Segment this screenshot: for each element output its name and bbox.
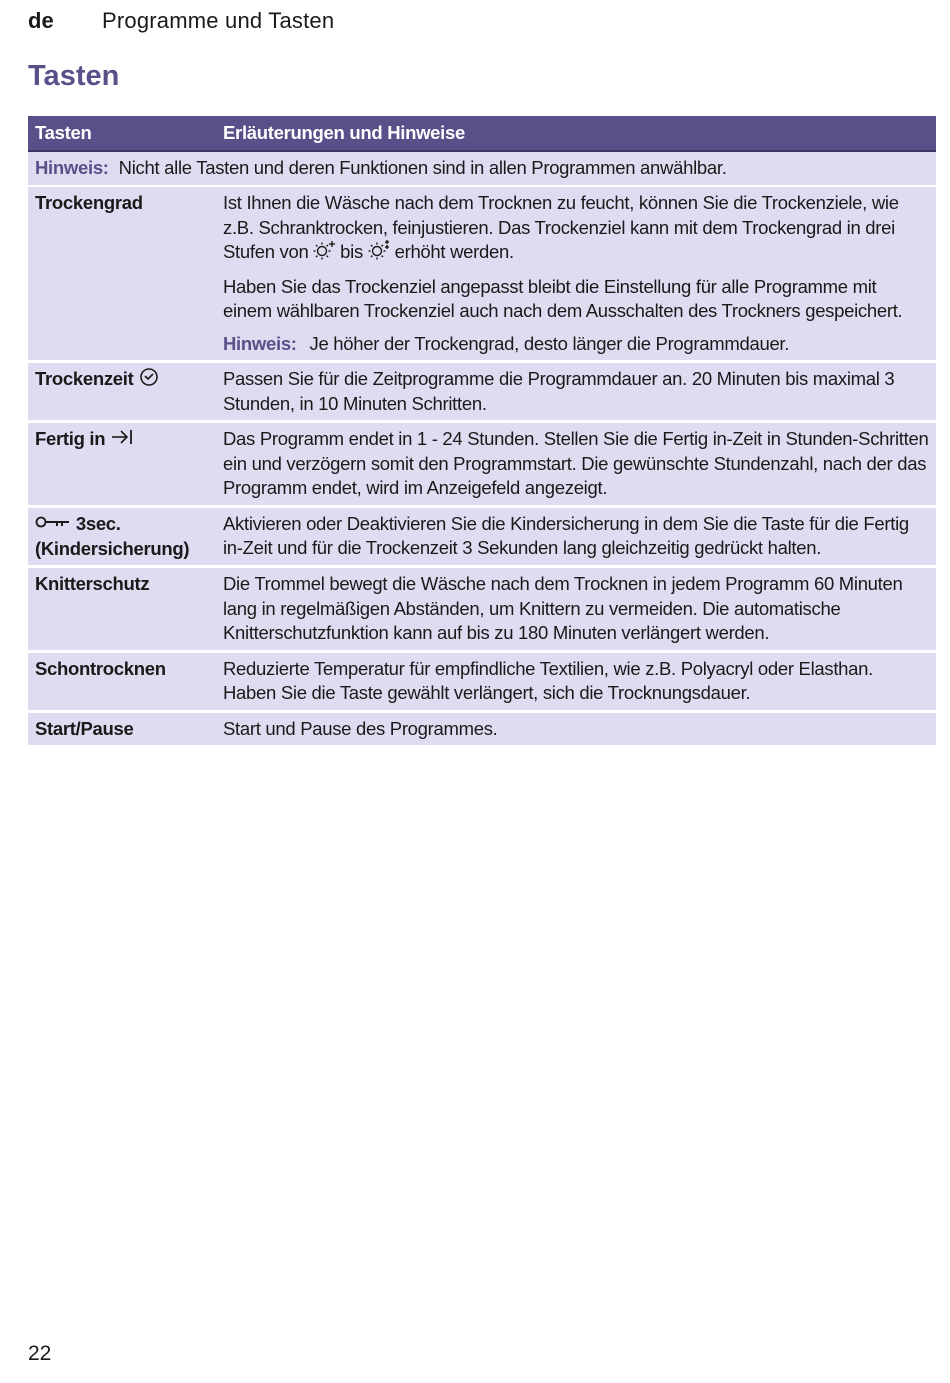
row-desc-kindersicherung: Aktivieren oder Deaktivieren Sie die Kindersicherung in dem Sie die Taste für die Fertig in-Zeit und für die Trockenzeit 3 Sekunden lang gleichzeitig gedrückt halten.	[223, 512, 909, 558]
table-row	[28, 568, 936, 653]
table-row	[28, 713, 936, 749]
row-desc-knitterschutz: Die Trommel bewegt die Wäsche nach dem Trocknen in jedem Programm 60 Minuten lang in regelmäßigen Abständen, um Knittern zu vermeiden. Die automatische Knitterschutzfunktion kann auf bis zu 180 Minuten verlängert werden.	[223, 573, 903, 644]
drying-level-low-icon	[313, 240, 335, 267]
table-row	[28, 363, 936, 423]
timer-icon	[138, 367, 160, 394]
buttons-table	[28, 116, 936, 748]
language-code: de	[28, 8, 54, 33]
row-desc-trockenzeit: Passen Sie für die Zeitprogramme die Programmdauer an. 20 Minuten bis maximal 3 Stunden, in 10 Minuten Schritten.	[223, 368, 895, 414]
row-key-start-pause: Start/Pause	[35, 717, 134, 739]
row-key-trockenzeit: Trockenzeit	[28, 367, 223, 416]
page-header	[28, 8, 334, 34]
row-key-knitterschutz: Knitterschutz	[35, 573, 150, 595]
note-label: Hinweis:	[35, 157, 109, 179]
row-key-fertig-in: Fertig in	[28, 427, 223, 501]
note-label: Hinweis:	[223, 332, 297, 354]
row-desc-schontrocknen: Reduzierte Temperatur für empfindliche Textilien, wie z.B. Polyacryl oder Elasthan. Haben Sie die Taste gewählt verlängert, sich die Trocknungsdauer.	[223, 657, 873, 704]
section-title: Programme und Tasten	[102, 8, 335, 33]
trockengrad-note: Hinweis: Je höher der Trockengrad, desto länger die Programmdauer.	[223, 332, 790, 354]
table-row	[28, 653, 936, 713]
finish-in-arrow-icon	[110, 428, 134, 453]
row-desc-fertig-in: Das Programm endet in 1 - 24 Stunden. Stellen Sie die Fertig in-Zeit in Stunden-Schritten ein und verzögern somit den Programmstart. Die gewünschte Stundenzahl, nach der das Programm endet, wird im Anzeigefeld angezeigt.	[223, 428, 929, 498]
trockengrad-paragraph-2: Haben Sie das Trockenziel angepasst bleibt die Einstellung für alle Programme mit einem wählbaren Trockenziel auch nach dem Ausschalten des Trockners gespeichert.	[223, 275, 903, 321]
page-number: 22	[28, 1342, 52, 1365]
table-row	[28, 187, 936, 363]
table-row	[28, 508, 936, 569]
row-desc-trockengrad	[223, 191, 935, 356]
row-key-trockengrad: Trockengrad	[35, 192, 143, 213]
row-key-schontrocknen: Schontrocknen	[35, 657, 166, 679]
table-note	[28, 152, 936, 187]
key-lock-icon	[35, 512, 71, 537]
drying-level-high-icon	[368, 240, 390, 267]
table-row	[28, 423, 936, 508]
row-key-kindersicherung: 3sec. (Kindersicherung)	[35, 512, 190, 559]
column-header-explanations: Erläuterungen und Hinweise	[223, 121, 465, 143]
table-header	[28, 116, 936, 152]
column-header-buttons: Tasten	[35, 121, 92, 143]
trockengrad-paragraph-1: Ist Ihnen die Wäsche nach dem Trocknen zu feucht, können Sie die Trockenziele, wie z.B. Schranktrocken, feinjustieren. Das Trockenziel kann mit dem Trockengrad in drei Stufen von bis erhöht werden.	[223, 191, 929, 267]
page-title: Tasten	[28, 60, 120, 92]
row-desc-start-pause: Start und Pause des Programmes.	[223, 717, 498, 739]
note-text: Nicht alle Tasten und deren Funktionen sind in allen Programmen anwählbar.	[118, 157, 727, 179]
